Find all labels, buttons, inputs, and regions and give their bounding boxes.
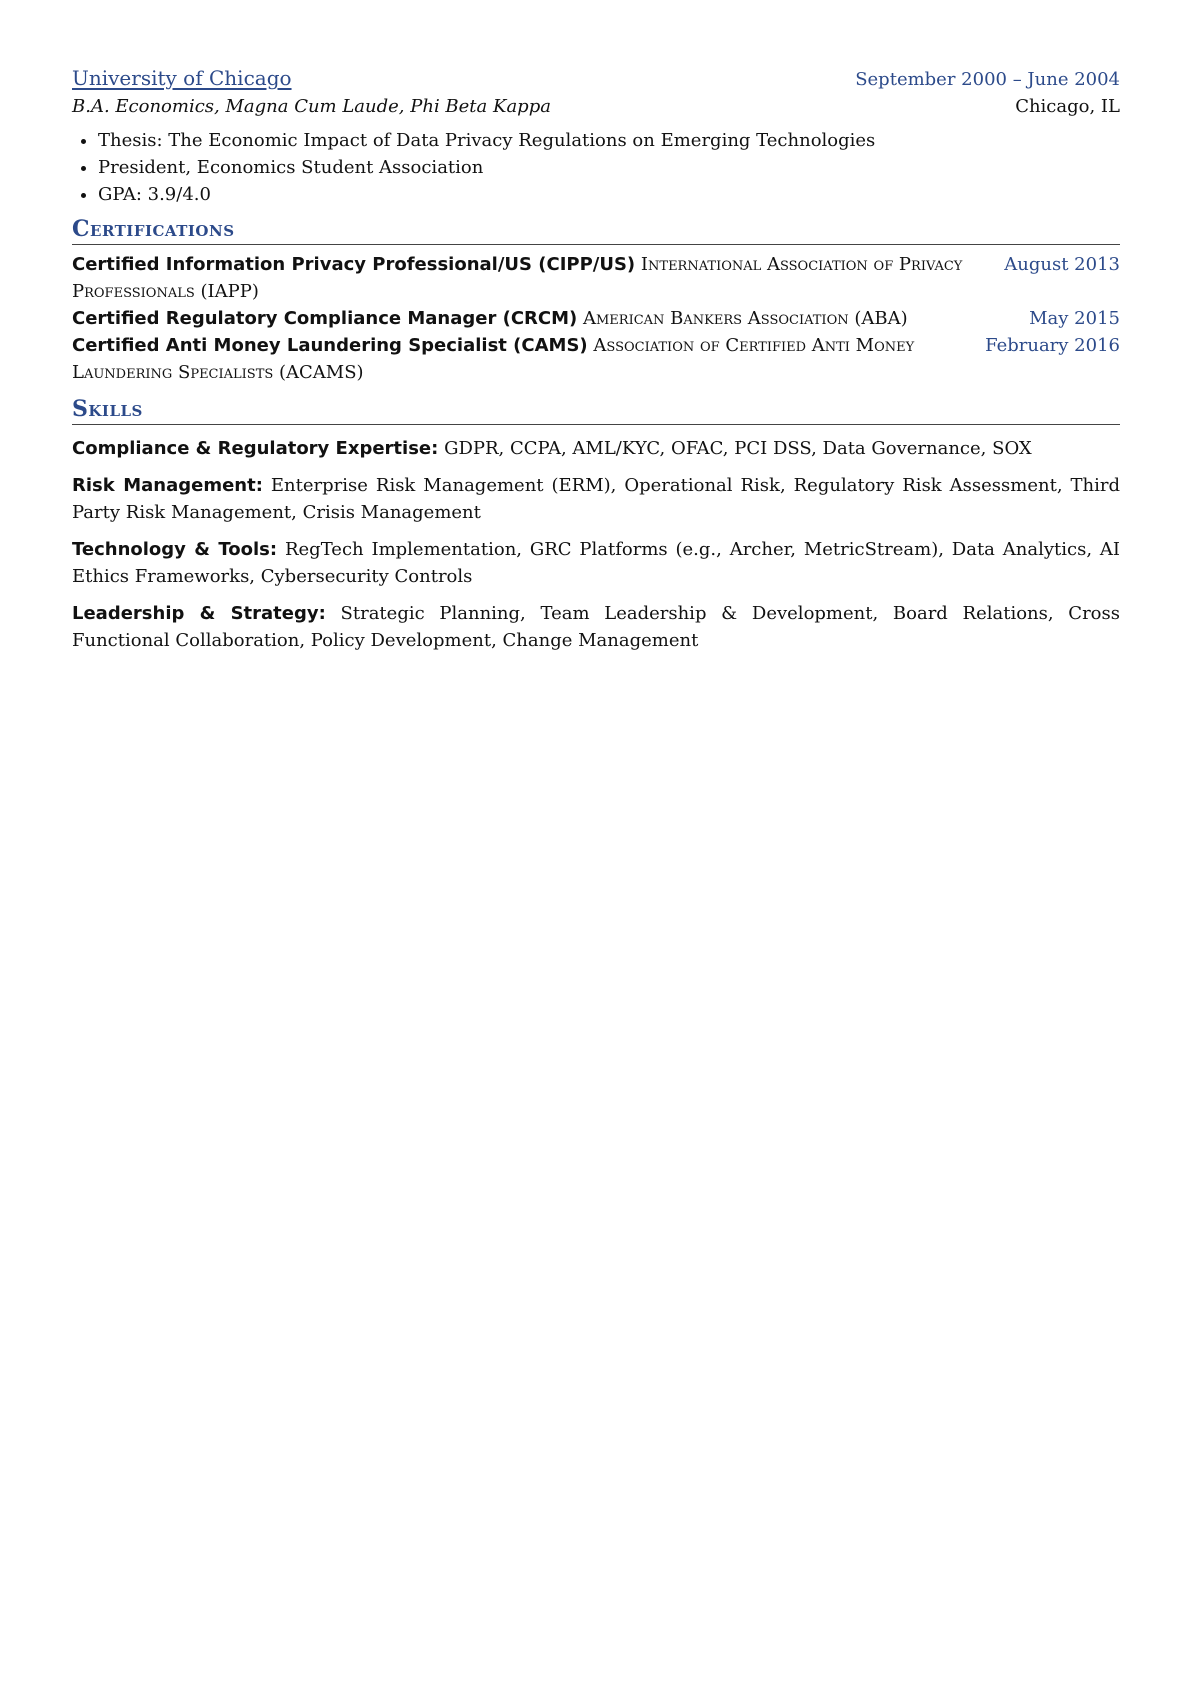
education-dates: September 2000 – June 2004 (855, 69, 1120, 90)
school-name-link[interactable]: University of Chicago (72, 66, 292, 90)
skills-heading: Skills (72, 396, 1120, 425)
skill-item (72, 435, 1120, 462)
education-header-row (72, 66, 1120, 90)
certification-date: August 2013 (1004, 254, 1120, 275)
list-item: • Thesis: The Economic Impact of Data Privacy Regulations on Emerging Technologies (98, 127, 1120, 154)
certification-org: American Bankers Association (ABA) (583, 308, 908, 329)
certification-date: February 2016 (985, 335, 1120, 356)
certification-item (72, 305, 1120, 332)
certification-item (72, 332, 1120, 386)
skill-label: Risk Management: (72, 475, 263, 496)
certification-date: May 2015 (1029, 308, 1120, 329)
certification-org: Association of Certified Anti Money Laundering Specialists (ACAMS) (72, 335, 915, 383)
skill-text: RegTech Implementation, GRC Platforms (e.g., Archer, MetricStream), Data Analytics, AI Ethics Frameworks, Cybersecurity Controls (72, 539, 1120, 587)
skill-text: Strategic Planning, Team Leadership & Development, Board Relations, Cross Functional Collaboration, Policy Development, Change Management (72, 603, 1120, 651)
degree-text: B.A. Economics, Magna Cum Laude, Phi Beta Kappa (72, 96, 551, 117)
certification-name: Certified Regulatory Compliance Manager (CRCM) (72, 308, 578, 329)
skill-text: Enterprise Risk Management (ERM), Operational Risk, Regulatory Risk Assessment, Third Party Risk Management, Crisis Management (72, 475, 1120, 523)
skill-item (72, 536, 1120, 590)
skills-list (72, 435, 1120, 654)
list-item: • GPA: 3.9/4.0 (98, 181, 1120, 208)
certifications-list (72, 251, 1120, 386)
certifications-heading: Certifications (72, 216, 1120, 245)
certification-name: Certified Anti Money Laundering Specialist (CAMS) (72, 335, 588, 356)
list-item: • President, Economics Student Association (98, 154, 1120, 181)
skill-text: GDPR, CCPA, AML/KYC, OFAC, PCI DSS, Data Governance, SOX (444, 438, 1032, 459)
education-location: Chicago, IL (1015, 96, 1120, 117)
skill-label: Leadership & Strategy: (72, 603, 326, 624)
skill-item (72, 600, 1120, 654)
education-bullets (72, 127, 1120, 208)
certification-name: Certified Information Privacy Professional/US (CIPP/US) (72, 254, 636, 275)
skill-label: Technology & Tools: (72, 539, 278, 560)
certification-org: International Association of Privacy Professionals (IAPP) (72, 254, 963, 302)
education-entry (72, 66, 1120, 208)
certification-item (72, 251, 1120, 305)
skill-label: Compliance & Regulatory Expertise: (72, 438, 439, 459)
education-subheader-row (72, 96, 1120, 117)
skill-item (72, 472, 1120, 526)
